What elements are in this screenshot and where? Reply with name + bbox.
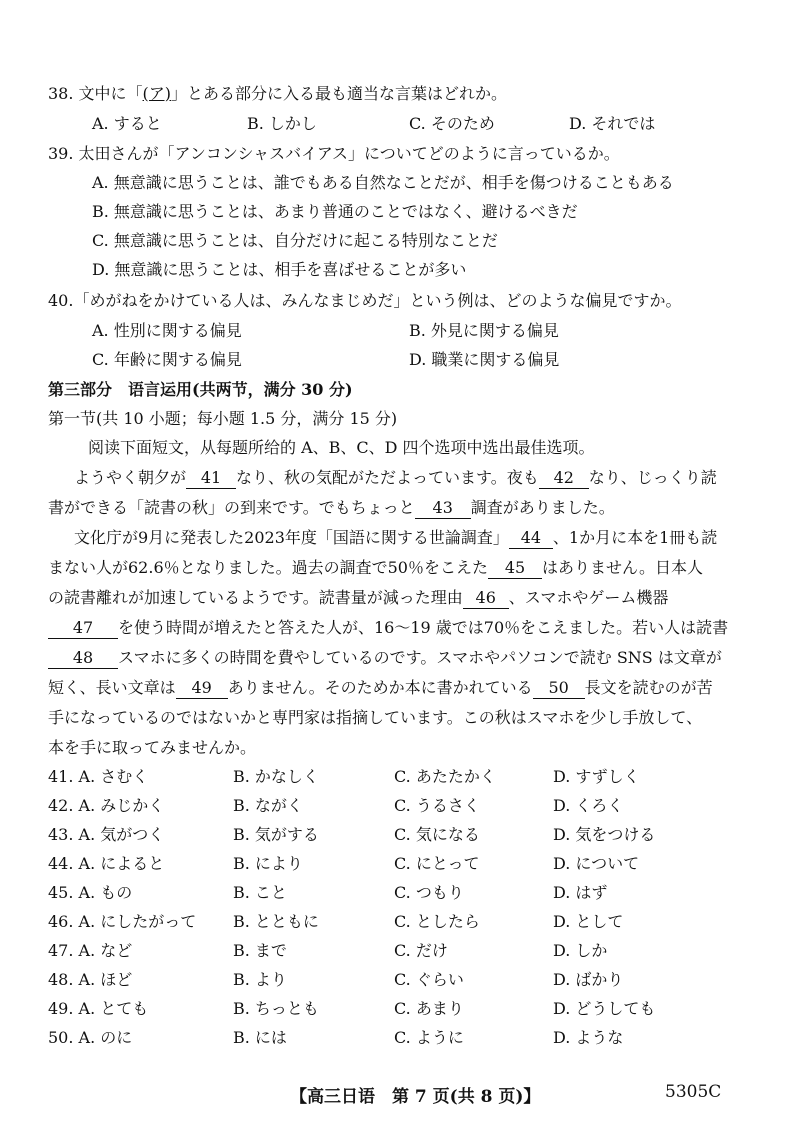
blank-41: 41 — [186, 468, 236, 489]
answer-49-a: 49. A. とても — [48, 999, 149, 1018]
answer-46-a: 46. A. にしたがって — [48, 912, 197, 931]
passage-line-3: 文化庁が9月に発表した2023年度「国語に関する世論調査」 44 、1か月に本を1冊も読 — [74, 528, 718, 547]
answer-41-d: D. すずしく — [553, 767, 640, 786]
q39-option-c: C. 無意識に思うことは、自分だけに起こる特別なことだ — [92, 231, 498, 250]
answer-47-c: C. だけ — [394, 941, 448, 960]
blank-42: 42 — [539, 468, 589, 489]
blank-50: 50 — [533, 678, 585, 699]
q38-option-a: A. すると — [92, 114, 162, 133]
answer-44-a: 44. A. によると — [48, 854, 165, 873]
answer-42-d: D. くろく — [553, 796, 624, 815]
section1-title: 第一节(共 10 小题；每小题 1.5 分，满分 15 分) — [48, 409, 398, 428]
passage-line-6: 47 を使う時間が増えたと答えた人が、16～19 歳では70％をこえました。若い人は読書 — [48, 616, 728, 640]
q40-option-a: A. 性別に関する偏見 — [92, 321, 242, 340]
blank-mark: (ア) — [142, 84, 172, 103]
answer-45-c: C. つもり — [394, 883, 464, 902]
question-38: 38. 文中に「(ア)」とある部分に入る最も適当な言葉はどれか。 — [48, 84, 508, 103]
answer-48-d: D. ばかり — [553, 970, 624, 989]
answer-42-b: B. ながく — [233, 796, 303, 815]
answer-46-c: C. としたら — [394, 912, 480, 931]
answer-45-a: 45. A. もの — [48, 883, 133, 902]
answer-47-d: D. しか — [553, 941, 608, 960]
answer-44-d: D. について — [553, 854, 640, 873]
answer-50-c: C. ように — [394, 1028, 464, 1047]
answer-42-a: 42. A. みじかく — [48, 796, 165, 815]
answer-50-b: B. には — [233, 1028, 287, 1047]
answer-46-d: D. として — [553, 912, 624, 931]
answer-48-c: C. ぐらい — [394, 970, 464, 989]
blank-47: 47 — [48, 618, 118, 639]
answer-44-b: B. により — [233, 854, 303, 873]
answer-49-b: B. ちっとも — [233, 999, 319, 1018]
answer-44-c: C. にとって — [394, 854, 480, 873]
answer-43-c: C. 気になる — [394, 825, 480, 844]
answer-50-d: D. ような — [553, 1028, 624, 1047]
q40-option-c: C. 年齢に関する偏見 — [92, 350, 242, 369]
passage-line-1: ようやく朝夕が 41 なり、秋の気配がただよっています。夜も 42 なり、じっくり読 — [74, 468, 717, 487]
answer-47-a: 47. A. など — [48, 941, 133, 960]
blank-43: 43 — [415, 498, 471, 519]
passage-line-9: 手になっているのではないかと専門家は指摘しています。この秋はスマホを少し手放して、 — [48, 708, 703, 727]
page-footer: 【高三日语 第 7 页(共 8 页)】 — [290, 1087, 541, 1107]
answer-41-c: C. あたたかく — [394, 767, 496, 786]
answer-43-b: B. 気がする — [233, 825, 319, 844]
answer-50-a: 50. A. のに — [48, 1028, 133, 1047]
passage-line-2: 書ができる「読書の秋」の到来です。でもちょっと 43 調査がありました。 — [48, 498, 615, 517]
answer-45-d: D. はず — [553, 883, 608, 902]
blank-48: 48 — [48, 648, 118, 669]
passage-line-5: の読書離れが加速しているようです。読書量が減った理由 46 、スマホやゲーム機器 — [48, 588, 669, 607]
blank-45: 45 — [488, 558, 542, 579]
instruction-text: 阅读下面短文，从每题所给的 A、B、C、D 四个选项中选出最佳选项。 — [88, 438, 595, 457]
q40-option-b: B. 外見に関する偏見 — [409, 321, 559, 340]
paper-code: 5305C — [665, 1082, 722, 1102]
q39-option-b: B. 無意識に思うことは、あまり普通のことではなく、避けるべきだ — [92, 202, 578, 221]
answer-45-b: B. こと — [233, 883, 287, 902]
q38-option-d: D. それでは — [569, 114, 656, 133]
answer-41-b: B. かなしく — [233, 767, 319, 786]
answer-48-b: B. より — [233, 970, 287, 989]
answer-42-c: C. うるさく — [394, 796, 480, 815]
answer-41-a: 41. A. さむく — [48, 767, 149, 786]
q38-option-b: B. しかし — [247, 114, 317, 133]
blank-44: 44 — [509, 528, 553, 549]
q40-option-d: D. 職業に関する偏見 — [409, 350, 560, 369]
answer-49-c: C. あまり — [394, 999, 464, 1018]
q39-option-d: D. 無意識に思うことは、相手を喜ばせることが多い — [92, 260, 467, 279]
passage-line-10: 本を手に取ってみませんか。 — [48, 738, 257, 757]
q38-option-c: C. そのため — [409, 114, 495, 133]
blank-49: 49 — [176, 678, 228, 699]
question-39: 39. 太田さんが「アンコンシャスバイアス」についてどのように言っているか。 — [48, 144, 620, 163]
answer-47-b: B. まで — [233, 941, 287, 960]
blank-46: 46 — [463, 588, 509, 609]
passage-line-7: 48 スマホに多くの時間を費やしているのです。スマホやパソコンで読む SNS は文章が — [48, 646, 722, 670]
answer-43-a: 43. A. 気がつく — [48, 825, 165, 844]
passage-line-4: まない人が62.6％となりました。過去の調査で50％をこえた 45 はありません。日本人 — [48, 558, 703, 577]
answer-48-a: 48. A. ほど — [48, 970, 133, 989]
answer-46-b: B. とともに — [233, 912, 319, 931]
part3-title: 第三部分 语言运用(共两节，满分 30 分) — [48, 380, 353, 399]
question-40: 40.「めがねをかけている人は、みんなまじめだ」という例は、どのような偏見ですか。 — [48, 291, 682, 310]
answer-49-d: D. どうしても — [553, 999, 656, 1018]
answer-43-d: D. 気をつける — [553, 825, 656, 844]
passage-line-8: 短く、長い文章は 49 ありません。そのためか本に書かれている 50 長文を読むのが苦 — [48, 678, 713, 697]
q39-option-a: A. 無意識に思うことは、誰でもある自然なことだが、相手を傷つけることもある — [92, 173, 674, 192]
